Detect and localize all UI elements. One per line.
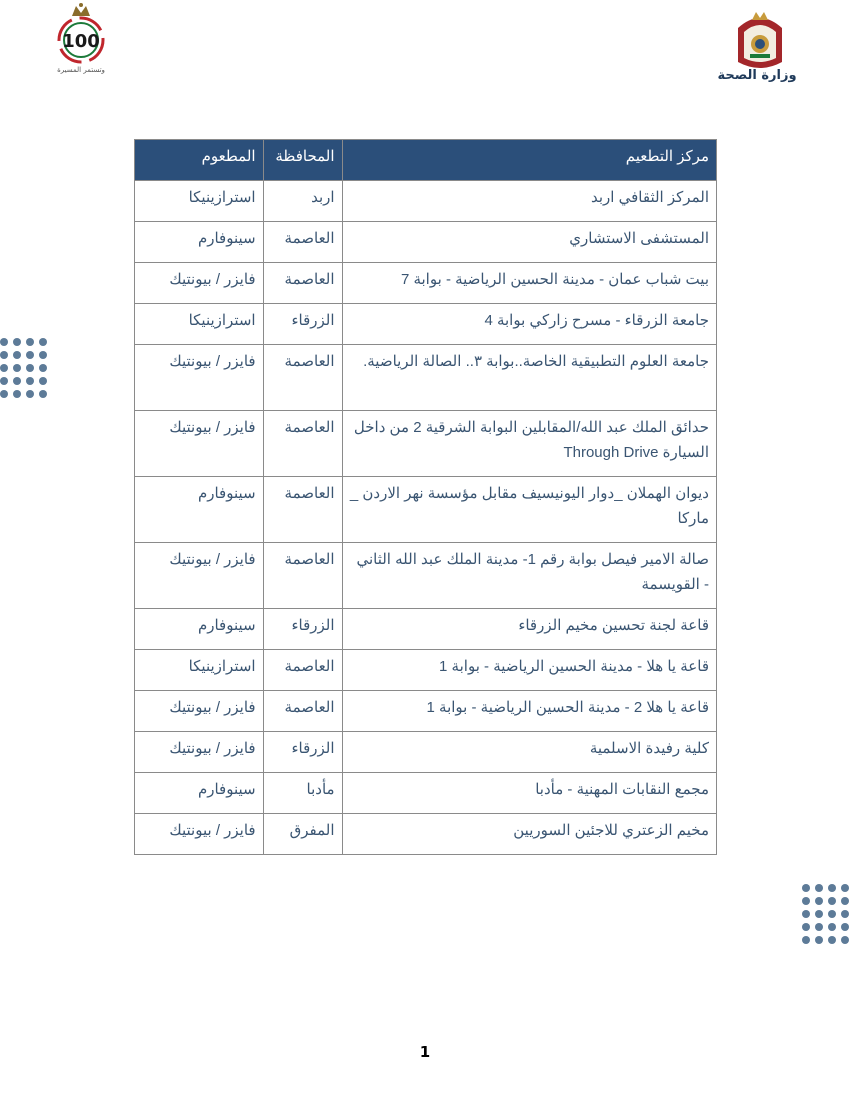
center-cell: جامعة العلوم التطبيقية الخاصة..بوابة ٣.. الصالة الرياضية. bbox=[342, 345, 716, 411]
table-row bbox=[135, 732, 717, 773]
governorate-cell: العاصمة bbox=[263, 222, 342, 263]
header-governorate: المحافظة bbox=[263, 140, 342, 181]
center-cell: ديوان الهملان _دوار اليونيسيف مقابل مؤسسة نهر الاردن _ ماركا bbox=[342, 477, 716, 543]
governorate-cell: اربد bbox=[263, 181, 342, 222]
governorate-cell: الزرقاء bbox=[263, 609, 342, 650]
center-cell: حدائق الملك عبد الله/المقابلين البوابة الشرقية 2 من داخل السيارة Through Drive bbox=[342, 411, 716, 477]
center-cell: مجمع النقابات المهنية - مأدبا bbox=[342, 773, 716, 814]
vaccine-cell: سينوفارم bbox=[135, 609, 264, 650]
governorate-cell: المفرق bbox=[263, 814, 342, 855]
center-cell: جامعة الزرقاء - مسرح زاركي بوابة 4 bbox=[342, 304, 716, 345]
vaccination-centers-table bbox=[134, 139, 717, 855]
vaccine-cell: استرازينيكا bbox=[135, 181, 264, 222]
governorate-cell: مأدبا bbox=[263, 773, 342, 814]
vaccine-cell: استرازينيكا bbox=[135, 304, 264, 345]
center-cell: بيت شباب عمان - مدينة الحسين الرياضية - بوابة 7 bbox=[342, 263, 716, 304]
table-header-row bbox=[135, 140, 717, 181]
table-row bbox=[135, 773, 717, 814]
table-row bbox=[135, 650, 717, 691]
vaccine-cell: فايزر / بيونتيك bbox=[135, 345, 264, 411]
center-cell: كلية رفيدة الاسلمية bbox=[342, 732, 716, 773]
header-vaccine: المطعوم bbox=[135, 140, 264, 181]
table-row bbox=[135, 222, 717, 263]
governorate-cell: العاصمة bbox=[263, 345, 342, 411]
table-row bbox=[135, 263, 717, 304]
governorate-cell: العاصمة bbox=[263, 543, 342, 609]
governorate-cell: العاصمة bbox=[263, 411, 342, 477]
centennial-caption: وتستمر المسيرة bbox=[57, 66, 105, 74]
centennial-logo bbox=[48, 2, 114, 76]
governorate-cell: العاصمة bbox=[263, 691, 342, 732]
table-row bbox=[135, 691, 717, 732]
page-number: 1 bbox=[419, 1043, 431, 1061]
governorate-cell: العاصمة bbox=[263, 477, 342, 543]
vaccine-cell: سينوفارم bbox=[135, 222, 264, 263]
center-cell: قاعة لجنة تحسين مخيم الزرقاء bbox=[342, 609, 716, 650]
vaccine-cell: سينوفارم bbox=[135, 477, 264, 543]
vaccine-cell: فايزر / بيونتيك bbox=[135, 411, 264, 477]
center-cell: صالة الامير فيصل بوابة رقم 1- مدينة الملك عبد الله الثاني - القويسمة bbox=[342, 543, 716, 609]
center-cell: المركز الثقافي اربد bbox=[342, 181, 716, 222]
vaccine-cell: فايزر / بيونتيك bbox=[135, 814, 264, 855]
table-row bbox=[135, 543, 717, 609]
governorate-cell: الزرقاء bbox=[263, 304, 342, 345]
table-row bbox=[135, 345, 717, 411]
center-cell: قاعة يا هلا - مدينة الحسين الرياضية - بوابة 1 bbox=[342, 650, 716, 691]
vaccine-cell: استرازينيكا bbox=[135, 650, 264, 691]
governorate-cell: العاصمة bbox=[263, 650, 342, 691]
governorate-cell: العاصمة bbox=[263, 263, 342, 304]
table-row bbox=[135, 411, 717, 477]
center-cell: المستشفى الاستشاري bbox=[342, 222, 716, 263]
table-row bbox=[135, 181, 717, 222]
table-row bbox=[135, 609, 717, 650]
vaccine-cell: فايزر / بيونتيك bbox=[135, 732, 264, 773]
table-row bbox=[135, 814, 717, 855]
center-cell: مخيم الزعتري للاجئين السوريين bbox=[342, 814, 716, 855]
vaccine-cell: فايزر / بيونتيك bbox=[135, 543, 264, 609]
table-row bbox=[135, 304, 717, 345]
vaccine-cell: فايزر / بيونتيك bbox=[135, 691, 264, 732]
governorate-cell: الزرقاء bbox=[263, 732, 342, 773]
center-cell: قاعة يا هلا 2 - مدينة الحسين الرياضية - بوابة 1 bbox=[342, 691, 716, 732]
decorative-dots-right bbox=[802, 884, 849, 944]
decorative-dots-left bbox=[0, 338, 47, 398]
ministry-name: وزارة الصحة bbox=[717, 68, 797, 83]
table-row bbox=[135, 477, 717, 543]
vaccine-cell: فايزر / بيونتيك bbox=[135, 263, 264, 304]
centennial-number: 100 bbox=[62, 31, 100, 52]
header-center: مركز التطعيم bbox=[342, 140, 716, 181]
vaccine-cell: سينوفارم bbox=[135, 773, 264, 814]
